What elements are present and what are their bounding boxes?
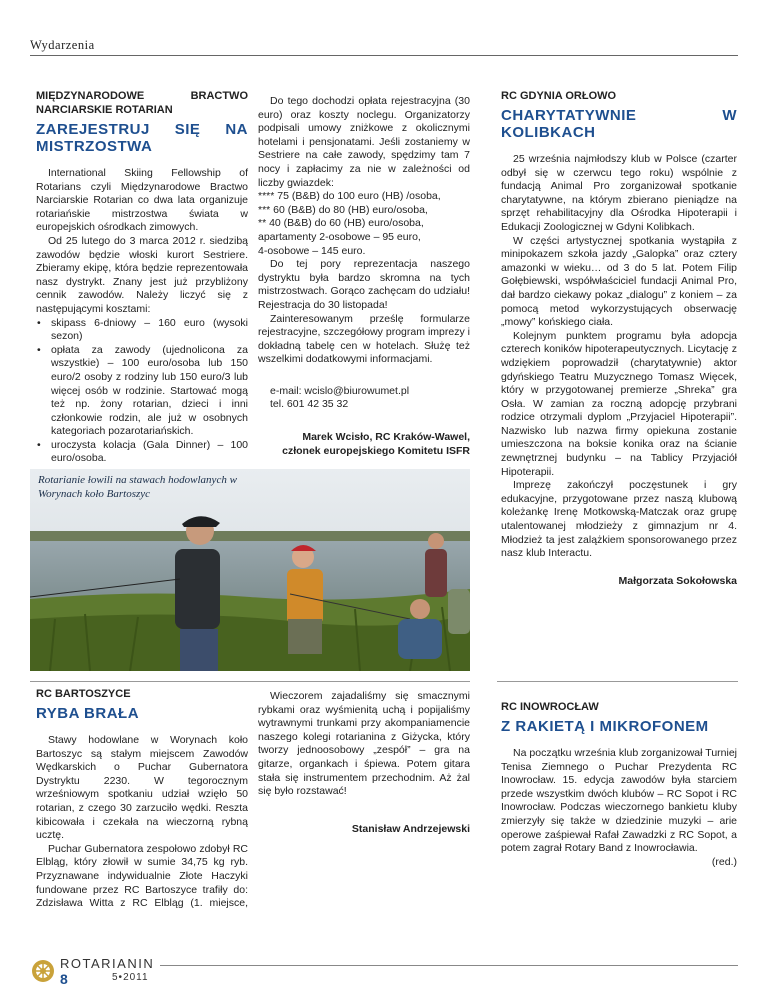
photo-caption: Rotarianie łowili na stawach hodowlanych w Worynach koło Bartoszyc <box>38 474 237 500</box>
ski-p3: Do tego dochodzi opłata rejestracyjna (30 euro) oraz koszty noclegu. Organizatorzy podpisali umowy zniżkowe z okolicznymi hotelami i pensjonatami. Jeśli zostaniemy w Sestriere na całe zawody, spędzimy tam 7 nocy i zapłacimy za nie w zależności od liczby gwiazdek: <box>258 95 470 189</box>
rotary-wheel-icon <box>30 958 56 984</box>
footer-page-number: 8 <box>60 971 68 987</box>
footer-magazine: ROTARIANIN <box>60 956 155 971</box>
ski-p5: Zainteresowanym prześlę formularze rejestracyjne, szczegółowy program imprezy i dokładną tabelę cen w hotelach. Służę też wszelkimi dodatkowymi informacjami. <box>258 312 470 366</box>
inowroclaw-headline: Z RAKIETĄ I MIKROFONEM <box>501 718 709 735</box>
ski-price-line: ** 40 (B&B) do 60 (HB) euro/osoba, <box>258 217 424 230</box>
divider-right <box>497 681 738 682</box>
bartoszyce-kicker: RC BARTOSZYCE <box>36 688 131 700</box>
divider-left <box>30 681 470 682</box>
bartoszyce-p2: Puchar Gubernatora zespołowo zdobył RC Elbląg, który złowił w sumie 34,75 kg ryb. Przyznawane indywidualnie Złote Haczyki fundowane przez RC Bartoszyce trafiły do: Zdzisława Witta z RC Elbląg (1. miejsce, <box>36 842 248 910</box>
ski-kicker: MIĘDZYNARODOWE BRACTWO NARCIARSKIE ROTARIAN <box>36 90 248 116</box>
ski-cost-item: • skipass 6-dniowy – 160 euro (wysoki sezon) <box>51 317 248 344</box>
gdynia-p3: Kolejnym punktem programu była adopcja czterech koników hipoterapeutycznych. Licytację z wdziękiem poprowadził (charytatywnie) aktor gdyńskiego Teatru Muzycznego Tomasz Więcek, który w przygotowanej premierze „Shreka” gra Osła. W zamian za roczną adopcję przybrani rodzice otrzymali dyplom „Przyjaciel Hipoterapii”. Nazwisko lub nazwa firmy opiekuna zostanie umieszczona na boksie konika oraz na ścianie zewnętrznej budynku – na Tablicy Przyjaciół Hipoterapii. <box>501 329 737 478</box>
ski-cost-list <box>36 317 248 467</box>
gdynia-headline: CHARYTATYWNIE W KOLIBKACH <box>501 107 737 141</box>
ski-prices <box>258 190 470 258</box>
footer-issue: 5•2011 <box>112 972 149 983</box>
inowroclaw-red: (red.) <box>711 855 737 868</box>
ski-p1: International Skiing Fellowship of Rotarians czyli Międzynarodowe Bractwo Narciarskie Rotarian co dwa lata organizuje rotariańskie mistrzostwa świata w europejskich ośrodkach zimowych. <box>36 167 248 234</box>
bartoszyce-p3: Wieczorem zajadaliśmy się smacznymi rybkami oraz wyśmienitą uchą i popijaliśmy wytrawnymi trunkami przy akompaniamencie naszego kolegi rotarianina z Giżycka, który tworzy jednoosobowy „zespół” – gra na gitarze, organkach i śpiewa. Potem gitara stała się instrumentem przechodnim. Aż żal się było rozstawać! <box>258 690 470 798</box>
gdynia-signature: Małgorzata Sokołowska <box>618 574 737 587</box>
ski-price-line: 4-osobowe – 145 euro. <box>258 244 366 257</box>
ski-price-line: apartamenty 2-osobowe – 95 euro, <box>258 230 421 243</box>
ski-p4: Do tej pory reprezentacja naszego dystryktu była bardzo skromna na tych mistrzostwach. Gorąco zachęcam do udziału! Rejestracja do 30 listopada! <box>258 258 470 311</box>
ski-col-1 <box>36 89 248 466</box>
gdynia-col <box>501 89 737 588</box>
ski-phone: tel. 601 42 35 32 <box>270 398 349 411</box>
bartoszyce-signature: Stanisław Andrzejewski <box>351 822 470 835</box>
footer-rule <box>160 965 738 966</box>
top-rule <box>30 55 738 56</box>
ski-cost-item: • uroczysta kolacja (Gala Dinner) – 100 euro/osoba. <box>51 439 248 466</box>
gdynia-kicker: RC GDYNIA ORŁOWO <box>501 90 617 102</box>
gdynia-p2: W części artystycznej spotkania wystąpiła z minipokazem szkoła jazdy „Galopka” oraz cztery amazonki w wieku… od 3 do 5 lat. Potem Filip Gołębiewski, współwłaściciel fundacji Animal Pro, dał bardzo ciekawy pokaz „dialogu” z koniem – za pomocą metod wykorzystujących obserwację „mowy” końskiego ciała. <box>501 234 737 329</box>
ski-price-line: *** 60 (B&B) do 80 (HB) euro/osoba, <box>258 203 428 216</box>
ski-cost-item: • opłata za zawody (ujednolicona za wszystkie) – 100 euro/osoba lub 150 euro/2 osoby z rodziny lub 150 euro/3 lub więcej osób w rodzinie. Startować mogą też np. żony rotarian, dzieci i inni członkowie rodzin, ale już w osobnych kategoriach pozarotariańskich. <box>51 344 248 439</box>
ski-email[interactable]: e-mail: wcislo@biurowumet.pl <box>270 384 410 397</box>
bartoszyce-headline: RYBA BRAŁA <box>36 705 140 722</box>
ski-signature-2: członek europejskiego Komitetu ISFR <box>282 444 470 457</box>
inowroclaw-col <box>501 700 737 869</box>
inowroclaw-kicker: RC INOWROCŁAW <box>501 701 599 713</box>
inowroclaw-p1: Na początku września klub zorganizował Turniej Tenisa Ziemnego o Puchar Prezydenta RC Inowrocław. 15. edycja zawodów była starciem przede wszystkim dwóch klubów – RC Sopot i RC Inowrocław. Podczas wieczornego bankietu kluby zmierzyły się także w dziedzinie muzyki – arie operowe zaśpiewał Rafał Zawadzki z RC Sopot, a potem zagrał Rotary Band z Inowrocławia. <box>501 747 737 855</box>
ski-p2: Od 25 lutego do 3 marca 2012 r. siedzibą zawodów będzie włoski kurort Sestriere. Zbieramy ekipę, która będzie reprezentowała nasz dystrykt. Znany jest już przybliżony cennik zawodów. Należy liczyć się z następującymi kosztami: <box>36 234 248 315</box>
ski-headline: ZAREJESTRUJ SIĘ NA MISTRZOSTWA <box>36 121 248 155</box>
ski-col-2 <box>258 95 470 458</box>
ski-price-line: **** 75 (B&B) do 100 euro (HB) /osoba, <box>258 190 441 203</box>
section-title: Wydarzenia <box>30 38 95 52</box>
gdynia-p1: 25 września najmłodszy klub w Polsce (czarter odbył się w czerwcu tego roku) wspólnie z fundacją Animal Pro zorganizował spotkanie charytatywne, na którym zbierano pieniądze na sprzęt rehabilitacyjny dla Ośrodka Hipoterapii i Edukacji Zoologicznej w Gdyni Kolibkach. <box>501 153 737 233</box>
ski-signature-1: Marek Wcisło, RC Kraków-Wawel, <box>302 431 470 444</box>
gdynia-p4: Imprezę zakończył poczęstunek i gry edukacyjne, przygotowane przez naszą klubową koleżankę Irenę Motkowską-Matczak oraz grupę utalentowanej młodzieży z gimnazjum nr 4. Młodzież ta jest zalążkiem sponsorowanego przez nasz klub Interactu. <box>501 479 737 560</box>
bartoszyce-col-2 <box>258 690 470 836</box>
bartoszyce-col-1 <box>36 687 248 911</box>
bartoszyce-p1: Stawy hodowlane w Worynach koło Bartoszyc są stałym miejscem Zawodów Wędkarskich o Puchar Gubernatora Dystryktu 2230. W tegorocznym wrześniowym spotkaniu udział wzięło 50 rotarian, z czego 30 zarzuciło wędki. Reszta kibicowała i czekała na wieczorną rybną ucztę. <box>36 734 248 842</box>
